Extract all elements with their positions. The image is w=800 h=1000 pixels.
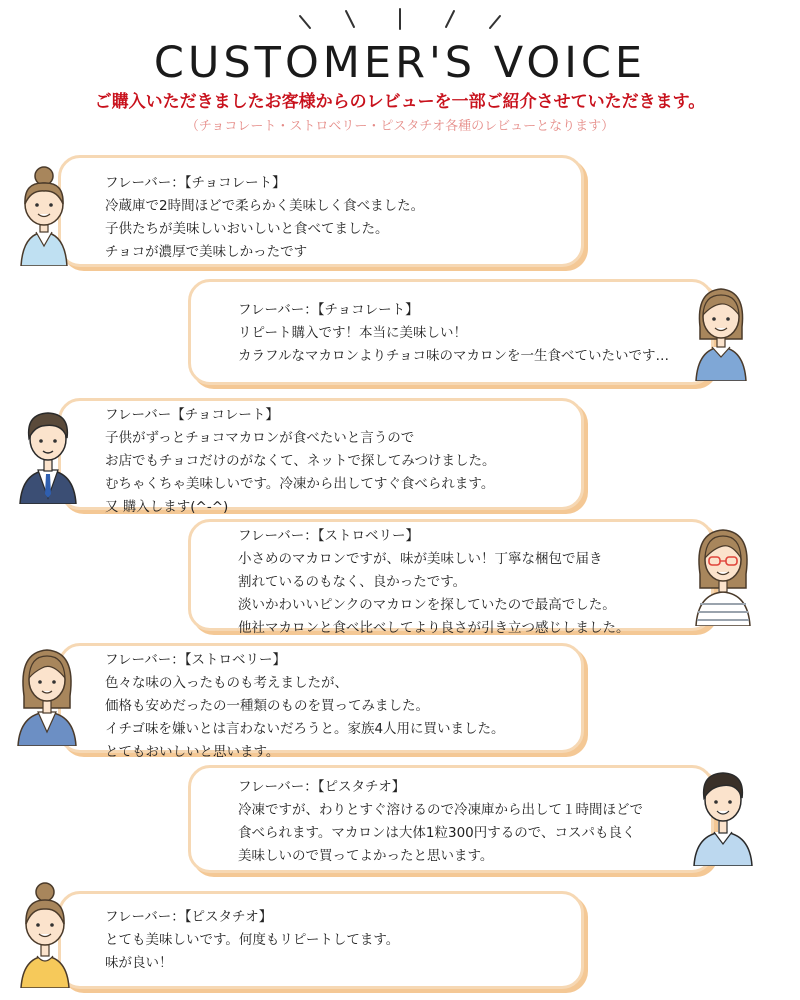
woman-bun-yellow-avatar-icon [15, 880, 75, 988]
review-flavor: フレーバー：【ピスタチオ】 [238, 779, 406, 795]
review-flavor: フレーバー：【ストロベリー】 [238, 528, 420, 544]
review-bubble-5 [58, 643, 584, 760]
woman-suit-avatar-icon [14, 640, 80, 746]
review-text: 又 購入します(^-^) [105, 499, 229, 515]
review-flavor: フレーバー：【チョコレート】 [238, 302, 419, 318]
review-bubble-7 [58, 891, 584, 989]
review-bubble-2 [188, 279, 714, 385]
sparkle-rays-icon [0, 0, 800, 40]
review-flavor: フレーバー：【チョコレート】 [105, 175, 286, 191]
review-text: むちゃくちゃ美味しいです。冷凍から出してすぐ食べられます。 [105, 476, 495, 492]
review-text: 価格も安めだったの一種類のものを買ってみました。 [105, 698, 429, 714]
review-text: リピート購入です！本当に美味しい！ [238, 325, 467, 341]
review-bubble-4 [188, 519, 714, 636]
review-text: イチゴ味を嫌いとは言わないだろうと。家族4人用に買いました。 [105, 721, 505, 737]
review-flavor: フレーバー【チョコレート】 [105, 407, 279, 423]
review-text: とても美味しいです。何度もリピートしてます。 [105, 932, 400, 948]
review-text: とてもおいしいと思います。 [105, 744, 280, 760]
review-bubble-3 [58, 398, 584, 515]
review-text: 色々な味の入ったものも考えましたが、 [105, 675, 348, 691]
woman-bob-avatar-icon [690, 277, 752, 381]
review-flavor: フレーバー：【ストロベリー】 [105, 652, 287, 668]
review-text: 冷凍ですが、わりとすぐ溶けるので冷凍庫から出して１時間ほどで [238, 802, 643, 818]
review-text: 他社マカロンと食べ比べしてより良さが引き立つ感じしました。 [238, 620, 630, 636]
review-text: 冷蔵庫で2時間ほどで柔らかく美味しく食べました。 [105, 198, 425, 214]
review-text: チョコが濃厚で美味しかったです [105, 244, 308, 260]
review-text: 美味しいので買ってよかったと思います。 [238, 848, 494, 864]
review-text: 味が良い！ [105, 955, 173, 971]
woman-bun-avatar-icon [15, 162, 73, 266]
page-subtitle: ご購入いただきましたお客様からのレビューを一部ご紹介させていただきます。 [94, 92, 706, 112]
review-text: 淡いかわいいピンクのマカロンを探していたので最高でした。 [238, 597, 616, 613]
review-text: 食べられます。マカロンは大体1粒300円するので、コスパも良く [238, 825, 636, 841]
review-bubble-6 [188, 765, 714, 873]
page-note: （チョコレート・ストロベリー・ピスタチオ各種のレビューとなります） [185, 119, 615, 134]
review-text: お店でもチョコだけのがなくて、ネットで探してみつけました。 [105, 453, 496, 469]
man-shirt-avatar-icon [690, 760, 756, 866]
review-text: 子供がずっとチョコマカロンが食べたいと言うので [105, 430, 415, 446]
review-text: 小さめのマカロンですが、味が美味しい！丁寧な梱包で届き [238, 551, 603, 567]
review-flavor: フレーバー：【ピスタチオ】 [105, 909, 273, 925]
man-suit-avatar-icon [16, 398, 80, 504]
review-text: カラフルなマカロンよりチョコ味のマカロンを一生食べていたいです… [238, 348, 670, 364]
review-text: 子供たちが美味しいおいしいと食べてました。 [105, 221, 389, 237]
review-text: 割れているのもなく、良かったです。 [238, 574, 467, 590]
page-title: CUSTOMER'S VOICE [153, 38, 647, 88]
review-bubble-1 [58, 155, 584, 267]
woman-glasses-avatar-icon [690, 518, 756, 626]
